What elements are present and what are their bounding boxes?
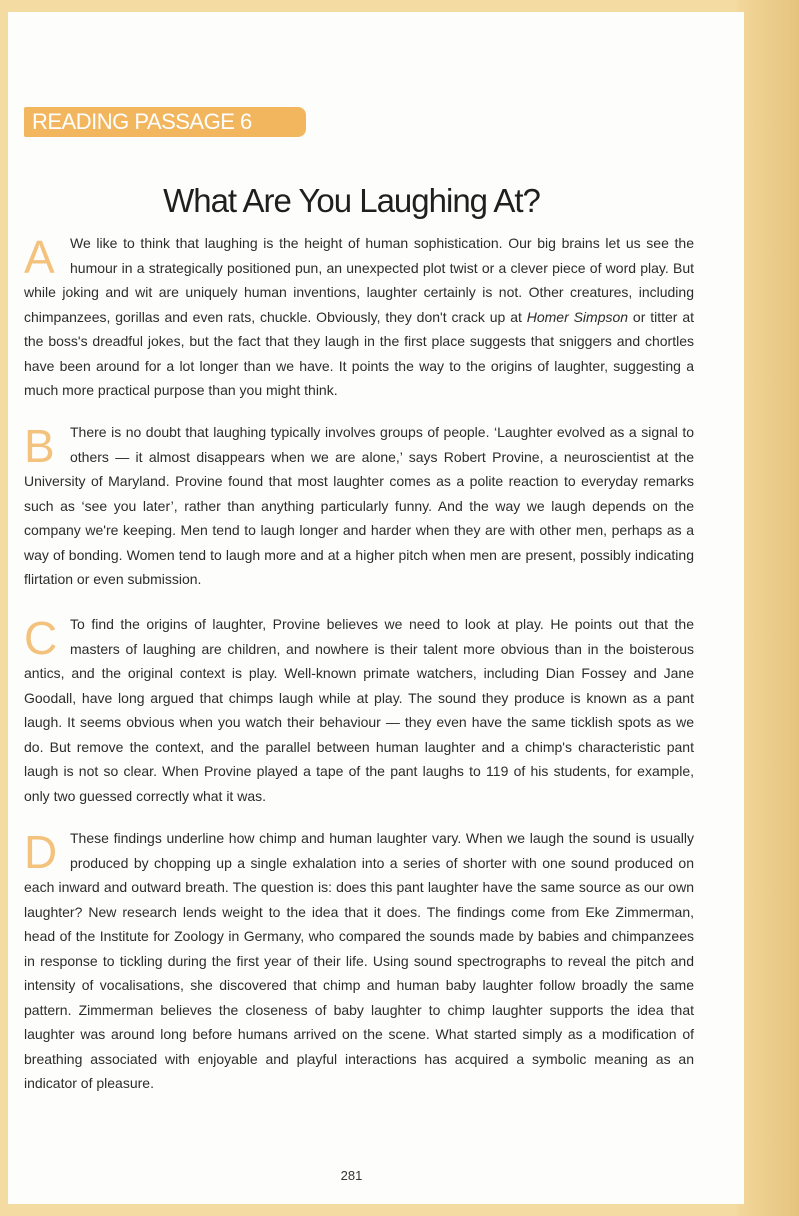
section-label: READING PASSAGE 6 [24, 107, 306, 137]
paragraph-d [24, 826, 694, 1096]
dropcap-a: A [24, 231, 55, 283]
paragraph-a-text-1: We like to think that laughing is the height of human sophistication. Our big brains let us see the humour in a strategically positioned pun, an unexpected plot twist or a clever piece of word play. But while joking and wit are uniquely human inventions, laughter certainly is not. Other creatures, including chimpanzees, gorillas and even rats, chuckle. Obviously, they don't crack up at [24, 235, 694, 325]
paragraph-c-text: To find the origins of laughter, Provine believes we need to look at play. He points out that the masters of laughing are children, and nowhere is their talent more obvious than in the boisterous antics, and the original context is play. Well-known primate watchers, including Dian Fossey and Jane Goodall, have long argued that chimps laugh while at play. The sound they produce is known as a pant laugh. It seems obvious when you watch their behaviour — they even have the same ticklish spots as we do. But remove the context, and the parallel between human laughter and a chimp's characteristic pant laugh is not so clear. When Provine played a tape of the pant laughs to 119 of his students, for example, only two guessed correctly what it was. [24, 616, 694, 804]
dropcap-d: D [24, 826, 58, 878]
paragraph-a-text-2: or titter at the boss's dreadful jokes, but the fact that they laugh in the first place suggests that sniggers and chortles have been around for a lot longer than we have. It points the way to the origins of laughter, suggesting a much more practical purpose than you might think. [24, 308, 695, 398]
passage-title: What Are You Laughing At? [163, 182, 540, 219]
dropcap-c: C [24, 612, 58, 664]
paragraph-c [24, 612, 694, 808]
paragraph-b-text: There is no doubt that laughing typically involves groups of people. ‘Laughter evolved as a signal to others — it almost disappears when we are alone,’ says Robert Provine, a neuroscientist at the University of Maryland. Provine found that most laughter comes as a polite reaction to everyday remarks such as ‘see you later’, rather than anything particularly funny. And the way we laugh depends on the company we're keeping. Men tend to laugh longer and harder when they are with other men, perhaps as a way of bonding. Women tend to laugh more and at a higher pitch when men are present, possibly indicating flirtation or even submission. [24, 424, 694, 587]
page-number: 281 [340, 1168, 363, 1183]
paragraph-a-italic: Homer Simpson [526, 308, 629, 325]
paragraph-a [24, 231, 694, 403]
paragraph-d-text: These findings underline how chimp and human laughter vary. When we laugh the sound is usually produced by chopping up a single exhalation into a series of shorter with one sound produced on each inward and outward breath. The question is: does this pant laughter have the same source as our own laughter? New research lends weight to the idea that it does. The findings come from Eke Zimmerman, head of the Institute for Zoology in Germany, who compared the sounds made by babies and chimpanzees in response to tickling during the first year of their life. Using sound spectrographs to reveal the pitch and intensity of vocalisations, she discovered that chimp and human baby laughter follow broadly the same pattern. Zimmerman believes the closeness of baby laughter to chimp laughter supports the idea that laughter was around long before humans arrived on the scene. What started simply as a modification of breathing associated with enjoyable and playful interactions has acquired a symbolic meaning as an indicator of pleasure. [24, 830, 694, 1091]
book-page-edge [737, 0, 799, 1216]
paragraph-b [24, 420, 694, 592]
book-page [8, 12, 744, 1204]
dropcap-b: B [24, 420, 55, 472]
